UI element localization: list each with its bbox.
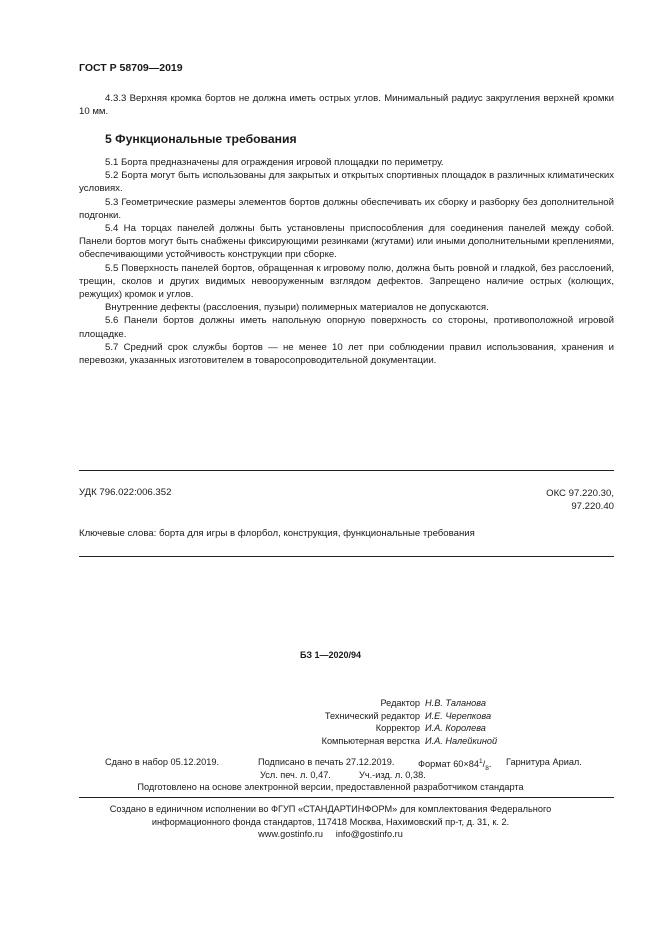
section-5-body — [79, 156, 614, 367]
layout-label: Компьютерная верстка — [321, 735, 420, 746]
paragraph: 5.6 Панели бортов должны иметь напольную опорную поверхность со стороны, противоположной игровой площадке. — [79, 315, 614, 340]
print-info-source: Подготовлено на основе электронной версии, предоставленной разработчиком стандарта — [137, 782, 524, 792]
oks-line-2: 97.220.40 — [571, 501, 614, 512]
paragraph: 5.3 Геометрические размеры элементов бортов должны обеспечивать их сборку и разборку без дополнительной подгонки. — [79, 196, 614, 221]
keywords: Ключевые слова: борта для игры в флорбол, конструкция, функциональные требования — [79, 528, 475, 539]
credits-names — [425, 697, 497, 747]
credits-labels — [200, 697, 420, 747]
email-link[interactable]: info@gostinfo.ru — [335, 829, 403, 840]
corrector-label: Корректор — [375, 723, 420, 734]
print-info-b: Подписано в печать 27.12.2019. — [258, 757, 395, 767]
clause-4-3-3 — [79, 92, 614, 118]
divider-top — [79, 470, 614, 471]
divider-bottom — [79, 556, 614, 557]
paragraph: 5.1 Борта предназначены для ограждения игровой площадки по периметру. — [105, 157, 444, 168]
footer-line-2: информационного фонда стандартов, 117418 Москва, Нахимовский пр-т, д. 31, к. 2. — [151, 816, 510, 827]
oks-code — [546, 487, 614, 513]
print-info-a: Сдано в набор 05.12.2019. — [105, 757, 220, 767]
udk-code: УДК 796.022:006.352 — [79, 487, 172, 498]
format-sup: 1 — [479, 758, 483, 765]
clause-text: 4.3.3 Верхняя кромка бортов не должна иметь острых углов. Минимальный радиус закругления верхней кромки 10 мм. — [79, 93, 614, 118]
layout-name: И.А. Налейкиной — [425, 735, 498, 746]
print-info-e: Усл. печ. л. 0,47. — [260, 770, 331, 780]
paragraph: 5.5 Поверхность панелей бортов, обращенная к игровому полю, должна быть ровной и гладкой, без расслоений, трещин, сколов и других видимых невооруженным взглядом дефектов. Запрещено наличие острых (колющих, режущих) кромок и углов. — [79, 262, 614, 301]
website-link[interactable]: www.gostinfo.ru — [258, 829, 324, 840]
format-sub: 8 — [485, 764, 489, 772]
editor-label: Редактор — [380, 698, 420, 708]
oks-line-1: ОКС 97.220.30, — [546, 488, 614, 499]
format-value: Формат 60×84 — [418, 759, 479, 770]
footer-contacts — [0, 828, 661, 841]
print-info-f: Уч.-изд. л. 0,38. — [359, 770, 426, 780]
bz-code: БЗ 1—2020/94 — [299, 650, 362, 660]
tech-editor-label: Технический редактор — [324, 710, 420, 721]
divider-footer — [79, 797, 614, 798]
paragraph: Внутренние дефекты (расслоения, пузыри) полимерных материалов не допускаются. — [105, 302, 489, 314]
print-info-d: Гарнитура Ариал. — [506, 757, 582, 767]
paragraph: 5.2 Борта могут быть использованы для закрытых и открытых спортивных площадок в различных климатических условиях. — [79, 170, 614, 195]
footer-line-1: Создано в единичном исполнении во ФГУП «СТАНДАРТИНФОРМ» для комплектования Федерального — [109, 804, 552, 814]
paragraph: 5.7 Средний срок службы бортов — не менее 10 лет при соблюдении правил использования, хранения и перевозки, указанных изготовителем в товаросопроводительной документации. — [79, 341, 614, 367]
tech-editor-name: И.Е. Черепкова — [425, 710, 492, 721]
corrector-name: И.А. Королева — [425, 723, 486, 734]
standard-code: ГОСТ Р 58709—2019 — [79, 62, 183, 74]
editor-name: Н.В. Таланова — [425, 698, 486, 708]
print-info-c: Формат $60\times 84^1/_8$. — [418, 758, 492, 772]
paragraph: 5.4 На торцах панелей должны быть установлены приспособления для соединения панелей между собой. Панели бортов могут быть снабжены фиксирующими резинками (жгутами) или иными дополнительными креплениями, обеспечивающими устойчивость конструкции при сборке. — [79, 223, 614, 261]
footer-block — [0, 803, 661, 841]
section-title: 5 Функциональные требования — [105, 132, 297, 146]
